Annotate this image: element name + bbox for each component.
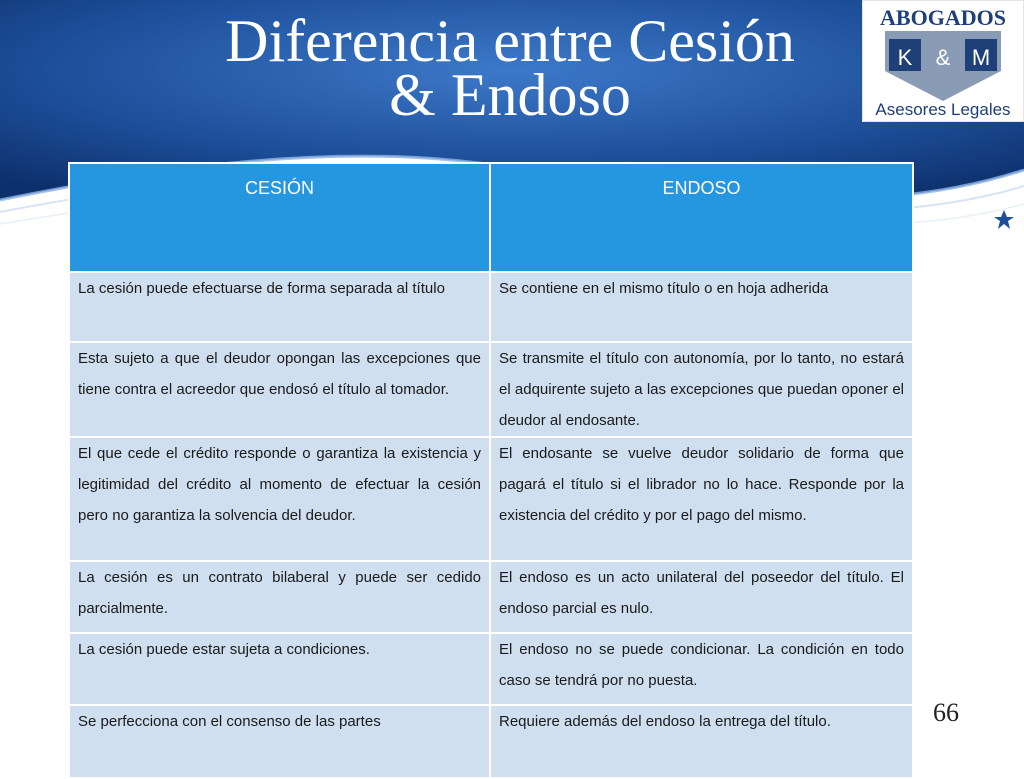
table-row (69, 561, 913, 633)
logo-top-text: ABOGADOS (880, 5, 1006, 30)
cesion-cell: La cesión puede estar sujeta a condiciones. (69, 633, 490, 705)
endoso-cell: El endosante se vuelve deudor solidario de forma que pagará el título si el librador no lo hace. Responde por la existencia del crédito y por el pago del mismo. (490, 437, 913, 561)
cesion-cell: El que cede el crédito responde o garantiza la existencia y legitimidad del crédito al momento de efectuar la cesión pero no garantiza la solvencia del deudor. (69, 437, 490, 561)
logo-letter-right: M (971, 45, 991, 70)
endoso-cell: Se transmite el título con autonomía, por lo tanto, no estará el adquirente sujeto a las excepciones que puedan oponer el deudor al endosante. (490, 342, 913, 437)
endoso-cell: El endoso es un acto unilateral del poseedor del título. El endoso parcial es nulo. (490, 561, 913, 633)
slide-title (120, 8, 900, 128)
table-row (69, 705, 913, 778)
cesion-cell: La cesión es un contrato bilaberal y puede ser cedido parcialmente. (69, 561, 490, 633)
logo-ampersand: & (935, 45, 951, 70)
endoso-cell: El endoso no se puede condicionar. La condición en todo caso se tendrá por no puesta. (490, 633, 913, 705)
star-icon (994, 210, 1014, 229)
logo-tagline: Asesores Legales (875, 100, 1011, 119)
cesion-cell: Esta sujeto a que el deudor opongan las excepciones que tiene contra el acreedor que endosó el título al tomador. (69, 342, 490, 437)
logo-letter-left: K (897, 45, 913, 70)
company-logo (862, 0, 1024, 122)
slide-title-line-1: Diferencia entre Cesión (225, 8, 795, 74)
endoso-cell: Requiere además del endoso la entrega del título. (490, 705, 913, 778)
table-row (69, 342, 913, 437)
page-number: 66 (933, 698, 959, 727)
cesion-cell: La cesión puede efectuarse de forma separada al título (69, 272, 490, 342)
table-row (69, 272, 913, 342)
table-header-row (69, 163, 913, 272)
endoso-cell: Se contiene en el mismo título o en hoja adherida (490, 272, 913, 342)
header-cesion: CESIÓN (69, 163, 490, 272)
header-endoso: ENDOSO (490, 163, 913, 272)
cesion-cell: Se perfecciona con el consenso de las partes (69, 705, 490, 778)
table-row (69, 633, 913, 705)
slide-title-line-2: & Endoso (389, 62, 631, 128)
comparison-table (68, 162, 914, 779)
table-row (69, 437, 913, 561)
